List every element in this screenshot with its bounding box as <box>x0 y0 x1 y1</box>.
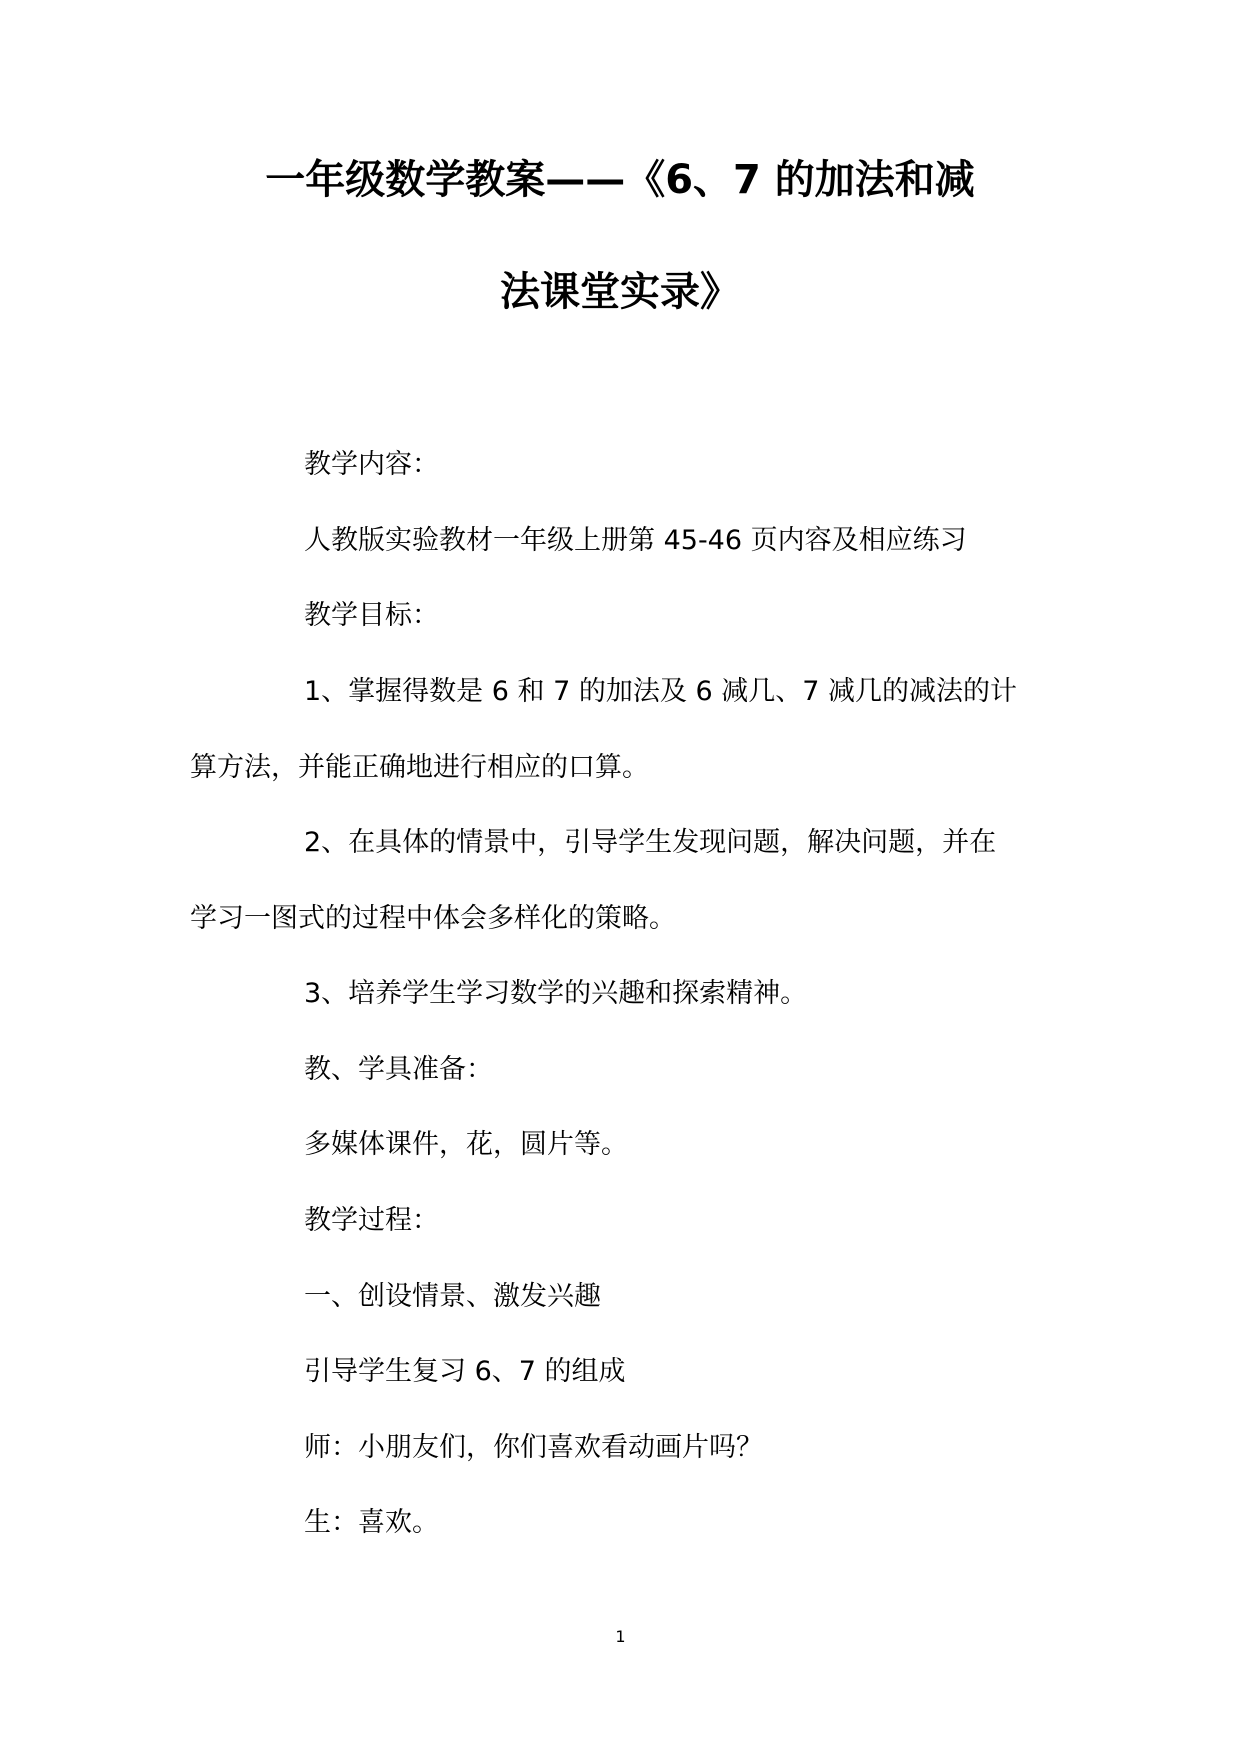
section-heading-process: 教学过程： <box>304 1205 439 1236</box>
paragraph-materials: 多媒体课件，花，圆片等。 <box>304 1129 628 1160</box>
dialogue-student: 生：喜欢。 <box>304 1507 439 1538</box>
goal-1-line-2: 算方法，并能正确地进行相应的口算。 <box>190 752 649 783</box>
document-title-line-2: 法课堂实录》 <box>500 269 740 315</box>
goal-3: 3、培养学生学习数学的兴趣和探索精神。 <box>304 978 808 1009</box>
goal-1-line-1: 1、掌握得数是 6 和 7 的加法及 6 减几、7 减几的减法的计 <box>304 676 1017 707</box>
section-heading-goals: 教学目标： <box>304 600 439 631</box>
section-heading-content: 教学内容： <box>304 449 439 480</box>
page-number: 1 <box>615 1627 626 1646</box>
goal-2-line-1: 2、在具体的情景中，引导学生发现问题，解决问题，并在 <box>304 827 997 858</box>
dialogue-teacher: 师：小朋友们，你们喜欢看动画片吗？ <box>304 1432 763 1463</box>
document-title-line-1: 一年级数学教案——《6、7 的加法和减 <box>265 157 975 203</box>
goal-2-line-2: 学习一图式的过程中体会多样化的策略。 <box>190 903 676 934</box>
process-step-1-heading: 一、创设情景、激发兴趣 <box>304 1281 601 1312</box>
paragraph-review: 引导学生复习 6、7 的组成 <box>304 1356 626 1387</box>
section-heading-materials: 教、学具准备： <box>304 1054 493 1085</box>
paragraph-content: 人教版实验教材一年级上册第 45-46 页内容及相应练习 <box>304 525 967 556</box>
